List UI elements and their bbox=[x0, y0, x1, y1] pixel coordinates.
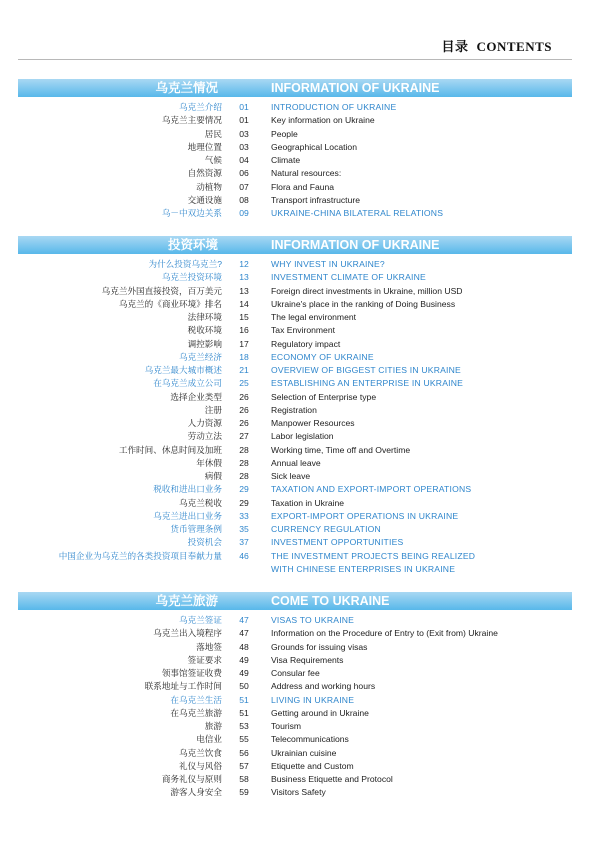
toc-entry-page: 53 bbox=[239, 721, 249, 731]
toc-entry[interactable] bbox=[18, 733, 572, 746]
header-title-cn: 目录 bbox=[441, 39, 469, 54]
toc-entry[interactable] bbox=[18, 404, 572, 417]
toc-entry-page: 14 bbox=[239, 298, 249, 309]
toc-entry-page: 47 bbox=[239, 628, 249, 639]
toc-entry-cn: 乌克兰经济 bbox=[179, 351, 222, 362]
toc-entry[interactable] bbox=[18, 786, 572, 799]
toc-entry-en: INVESTMENT CLIMATE OF UKRAINE bbox=[271, 272, 426, 283]
toc-entry-cn: 人力资源 bbox=[187, 418, 222, 428]
toc-entry[interactable] bbox=[18, 614, 572, 627]
toc-entry[interactable] bbox=[18, 311, 572, 324]
toc-entry-cn: 病假 bbox=[204, 471, 222, 481]
toc-entry-page: 13 bbox=[239, 285, 249, 296]
toc-entry-en: Taxation in Ukraine bbox=[271, 497, 345, 508]
toc-entry-page: 35 bbox=[239, 524, 249, 534]
toc-entry-cn: 旅游 bbox=[204, 721, 222, 731]
toc-entry-page: 15 bbox=[239, 312, 249, 322]
toc-entry[interactable] bbox=[18, 364, 572, 377]
toc-entry[interactable] bbox=[18, 258, 572, 271]
toc-entry[interactable] bbox=[18, 497, 572, 510]
toc-entry-cn: 游客人身安全 bbox=[170, 787, 222, 798]
toc-entry-cn: 交通设施 bbox=[187, 194, 222, 205]
toc-entry-page: 26 bbox=[239, 418, 249, 428]
toc-entry[interactable] bbox=[18, 338, 572, 351]
toc-entry-cn: 礼仪与风俗 bbox=[179, 760, 222, 771]
toc-entry-en: LIVING IN UKRAINE bbox=[271, 694, 355, 705]
toc-entry-cn: 乌克兰出入境程序 bbox=[153, 628, 222, 639]
toc-entry-page: 21 bbox=[239, 365, 249, 375]
toc-entry[interactable] bbox=[18, 167, 572, 180]
section-investment-environment bbox=[18, 236, 572, 576]
toc-entry-cn: 劳动立法 bbox=[187, 431, 222, 442]
toc-entry[interactable] bbox=[18, 654, 572, 667]
toc-entry-page: 28 bbox=[239, 457, 249, 468]
toc-entry-cn: 投资机会 bbox=[187, 537, 222, 548]
toc-entry[interactable] bbox=[18, 128, 572, 141]
toc-entry-page: 03 bbox=[239, 141, 249, 152]
toc-entry[interactable] bbox=[18, 641, 572, 654]
toc-entry[interactable] bbox=[18, 627, 572, 640]
toc-entry-en: Natural resources: bbox=[271, 168, 342, 179]
toc-entry[interactable] bbox=[18, 430, 572, 443]
toc-entry-en: Transport infrastructure bbox=[271, 194, 360, 205]
toc-entry-page: 16 bbox=[239, 325, 249, 336]
toc-entry-page: 17 bbox=[239, 338, 249, 349]
toc-entry-page: 01 bbox=[239, 102, 249, 112]
toc-entry-cn: 乌克兰饮食 bbox=[179, 747, 222, 758]
toc-entry-cn: 注册 bbox=[204, 404, 222, 415]
toc-entry[interactable] bbox=[18, 417, 572, 430]
toc-entry[interactable] bbox=[18, 510, 572, 523]
toc-entry-en: OVERVIEW OF BIGGEST CITIES IN UKRAINE bbox=[271, 365, 461, 375]
toc-entry[interactable] bbox=[18, 720, 572, 733]
toc-entry[interactable] bbox=[18, 271, 572, 284]
toc-list bbox=[18, 258, 572, 576]
toc-entry-en: ESTABLISHING AN ENTERPRISE IN UKRAINE bbox=[271, 378, 464, 389]
toc-entry-en: Information on the Procedure of Entry to (Exit from) Ukraine bbox=[271, 628, 498, 639]
toc-entry-cn: 商务礼仪与原则 bbox=[161, 774, 222, 784]
toc-entry-en: Key information on Ukraine bbox=[271, 115, 375, 126]
toc-entry[interactable] bbox=[18, 523, 572, 536]
toc-entry[interactable] bbox=[18, 483, 572, 496]
toc-entry-page: 58 bbox=[239, 774, 249, 784]
toc-entry-en: TAXATION AND EXPORT-IMPORT OPERATIONS bbox=[271, 484, 472, 495]
toc-entry[interactable] bbox=[18, 563, 572, 576]
toc-entry-cn: 法律环境 bbox=[187, 312, 222, 322]
toc-entry[interactable] bbox=[18, 154, 572, 167]
toc-entry-page: 26 bbox=[239, 391, 249, 402]
toc-entry[interactable] bbox=[18, 470, 572, 483]
toc-entry-page: 48 bbox=[239, 641, 249, 652]
toc-entry-cn: 自然资源 bbox=[187, 168, 222, 179]
toc-entry-en: Registration bbox=[271, 404, 317, 415]
toc-entry-page: 07 bbox=[239, 181, 249, 192]
toc-entry-cn: 电信业 bbox=[196, 734, 222, 745]
section-title-cn: 投资环境 bbox=[167, 238, 218, 252]
toc-entry[interactable] bbox=[18, 101, 572, 114]
section-tourism bbox=[18, 592, 572, 800]
toc-entry-en: Ukrainian cuisine bbox=[271, 747, 337, 758]
toc-entry-cn: 货币管理条例 bbox=[170, 524, 222, 534]
toc-entry-page: 57 bbox=[239, 760, 249, 771]
toc-entry-page: 55 bbox=[239, 734, 249, 745]
toc-entry-page: 04 bbox=[239, 155, 249, 165]
toc-entry-page: 33 bbox=[239, 510, 249, 521]
toc-entry-en: Visa Requirements bbox=[271, 654, 344, 665]
toc-entry-page: 13 bbox=[239, 272, 249, 283]
toc-entry[interactable] bbox=[18, 141, 572, 154]
section-title-en: INFORMATION OF UKRAINE bbox=[271, 81, 440, 95]
toc-entry-cn: 为什么投资乌克兰? bbox=[148, 259, 222, 269]
toc-entry-cn: 乌克兰签证 bbox=[179, 615, 222, 625]
toc-entry[interactable] bbox=[18, 667, 572, 680]
toc-entry-page: 49 bbox=[239, 654, 249, 665]
toc-entry-cn: 地理位置 bbox=[187, 141, 222, 152]
toc-entry-page: 25 bbox=[239, 378, 249, 389]
toc-entry-en: Tourism bbox=[271, 721, 302, 731]
toc-entry-cn: 选择企业类型 bbox=[170, 391, 222, 402]
toc-entry-en: VISAS TO UKRAINE bbox=[271, 615, 355, 625]
toc-entry-cn: 工作时间、休息时间及加班 bbox=[118, 444, 222, 455]
toc-entry[interactable] bbox=[18, 181, 572, 194]
toc-entry-page: 03 bbox=[239, 128, 249, 139]
toc-entry-en: Etiquette and Custom bbox=[271, 760, 354, 771]
toc-entry-page: 26 bbox=[239, 404, 249, 415]
section-ukraine-info bbox=[18, 79, 572, 220]
toc-entry-en: WITH CHINESE ENTERPRISES IN UKRAINE bbox=[271, 563, 456, 574]
toc-entry-cn: 乌克兰税收 bbox=[179, 497, 222, 508]
toc-entry-en: Consular fee bbox=[271, 668, 320, 678]
toc-entry-cn: 乌克兰外国直接投资，百万美元 bbox=[101, 285, 222, 296]
section-title-en: INFORMATION OF UKRAINE bbox=[271, 238, 440, 252]
section-banner bbox=[18, 236, 572, 254]
toc-entry-page: 28 bbox=[239, 471, 249, 481]
toc-entry-page: 50 bbox=[239, 681, 249, 692]
toc-entry-cn: 领事馆签证收费 bbox=[161, 668, 222, 678]
toc-entry[interactable] bbox=[18, 377, 572, 390]
toc-entry-page: 27 bbox=[239, 431, 249, 442]
toc-entry[interactable] bbox=[18, 457, 572, 470]
section-title-cn: 乌克兰旅游 bbox=[155, 594, 218, 608]
header-rule bbox=[18, 59, 572, 60]
toc-entry-en: INTRODUCTION OF UKRAINE bbox=[271, 102, 397, 112]
toc-entry-page: 29 bbox=[239, 497, 249, 508]
toc-entry-page: 29 bbox=[239, 484, 249, 495]
toc-entry-cn: 在乌克兰旅游 bbox=[170, 707, 222, 718]
toc-entry-page: 49 bbox=[239, 668, 249, 678]
toc-entry-en: ECONOMY OF UKRAINE bbox=[271, 351, 374, 362]
toc-entry-cn: 年休假 bbox=[196, 457, 222, 468]
toc-entry-en: Business Etiquette and Protocol bbox=[271, 774, 393, 784]
toc-entry-cn: 落地签 bbox=[196, 641, 222, 652]
toc-entry[interactable] bbox=[18, 760, 572, 773]
page-header bbox=[441, 36, 552, 55]
toc-entry-en: Visitors Safety bbox=[271, 787, 326, 798]
toc-entry-cn: 乌克兰介绍 bbox=[179, 102, 222, 112]
toc-entry-page: 09 bbox=[239, 208, 249, 218]
toc-entry[interactable] bbox=[18, 194, 572, 207]
toc-entry-page: 01 bbox=[239, 115, 249, 126]
toc-entry-en: Ukraine's place in the ranking of Doing Business bbox=[271, 298, 456, 309]
toc-entry[interactable] bbox=[18, 536, 572, 549]
toc-entry[interactable] bbox=[18, 207, 572, 220]
toc-entry-en: Manpower Resources bbox=[271, 418, 355, 428]
toc-entry-cn: 调控影响 bbox=[187, 338, 222, 349]
toc-entry-en: WHY INVEST IN UKRAINE? bbox=[271, 259, 385, 269]
toc-entry-en: Grounds for issuing visas bbox=[271, 641, 368, 652]
toc-list bbox=[18, 614, 572, 800]
toc-entry-en: Telecommunications bbox=[271, 734, 349, 745]
toc-entry-en: Selection of Enterprise type bbox=[271, 391, 377, 402]
toc-entry-en: EXPORT-IMPORT OPERATIONS IN UKRAINE bbox=[271, 510, 459, 521]
toc-entry-en: Foreign direct investments in Ukraine, million USD bbox=[271, 285, 463, 296]
toc-entry[interactable] bbox=[18, 114, 572, 127]
toc-entry-cn: 在乌克兰生活 bbox=[170, 694, 222, 705]
section-banner bbox=[18, 592, 572, 610]
section-banner bbox=[18, 79, 572, 97]
section-title-en: COME TO UKRAINE bbox=[271, 594, 390, 608]
toc-entry[interactable] bbox=[18, 707, 572, 720]
toc-entry-en: Flora and Fauna bbox=[271, 181, 335, 192]
toc-entry-page: 06 bbox=[239, 168, 249, 179]
toc-entry-page: 28 bbox=[239, 444, 249, 455]
toc-entry-en: Sick leave bbox=[271, 471, 311, 481]
toc-entry-en: Working time, Time off and Overtime bbox=[271, 444, 411, 455]
toc-entry-page: 37 bbox=[239, 537, 249, 548]
toc-entry-cn: 联系地址与工作时间 bbox=[144, 681, 222, 692]
toc-entry-page: 51 bbox=[239, 707, 249, 718]
toc-entry-cn: 乌克兰的《商业环境》排名 bbox=[118, 298, 222, 309]
toc-entry-en: INVESTMENT OPPORTUNITIES bbox=[271, 537, 404, 548]
section-title-cn: 乌克兰情况 bbox=[155, 81, 218, 95]
toc-entry-cn: 签证要求 bbox=[187, 654, 222, 665]
toc-entry-en: Annual leave bbox=[271, 457, 321, 468]
toc-entry-en: UKRAINE-CHINA BILATERAL RELATIONS bbox=[271, 208, 444, 218]
toc-entry-page: 46 bbox=[239, 550, 249, 561]
toc-entry-cn: 中国企业为乌克兰的各类投资项目奉献力量 bbox=[58, 550, 222, 561]
toc-entry-en: Labor legislation bbox=[271, 431, 334, 442]
toc-entry[interactable] bbox=[18, 694, 572, 707]
toc-entry-cn: 税收和进出口业务 bbox=[153, 484, 222, 495]
toc-entry-cn: 乌克兰主要情况 bbox=[161, 115, 222, 126]
toc-entry-page: 47 bbox=[239, 615, 249, 625]
toc-entry-page: 12 bbox=[239, 259, 249, 269]
toc-entry[interactable] bbox=[18, 298, 572, 311]
toc-entry-cn: 动植物 bbox=[196, 181, 222, 192]
toc-entry-en: Tax Environment bbox=[271, 325, 336, 336]
toc-entry[interactable] bbox=[18, 773, 572, 786]
toc-entry-cn: 乌克兰投资环境 bbox=[161, 272, 222, 283]
toc-entry-en: CURRENCY REGULATION bbox=[271, 524, 381, 534]
toc-entry-en: Address and working hours bbox=[271, 681, 376, 692]
toc-entry-page: 56 bbox=[239, 747, 249, 758]
toc-entry-en: Geographical Location bbox=[271, 141, 357, 152]
toc-entry-page: 18 bbox=[239, 351, 249, 362]
toc-entry-cn: 乌克兰进出口业务 bbox=[153, 510, 222, 521]
toc-entry-cn: 在乌克兰成立公司 bbox=[153, 378, 222, 389]
toc-entry-en: THE INVESTMENT PROJECTS BEING REALIZED bbox=[271, 550, 476, 561]
toc-entry-en: People bbox=[271, 128, 298, 139]
toc-entry[interactable] bbox=[18, 324, 572, 337]
toc-entry[interactable] bbox=[18, 351, 572, 364]
toc-entry-en: Regulatory impact bbox=[271, 338, 341, 349]
toc-entry-page: 59 bbox=[239, 787, 249, 798]
toc-entry[interactable] bbox=[18, 550, 572, 563]
toc-entry-cn: 乌克兰最大城市概述 bbox=[144, 365, 222, 375]
toc-entry-cn: 税收环境 bbox=[187, 325, 222, 336]
toc-entry[interactable] bbox=[18, 747, 572, 760]
toc-entry-page: 51 bbox=[239, 694, 249, 705]
toc-entry[interactable] bbox=[18, 391, 572, 404]
toc-entry[interactable] bbox=[18, 680, 572, 693]
header-title-en: CONTENTS bbox=[476, 39, 552, 54]
toc-entry-cn: 气候 bbox=[204, 155, 222, 165]
toc-list bbox=[18, 101, 572, 220]
toc-entry-cn: 乌－中双边关系 bbox=[161, 208, 222, 218]
toc-entry[interactable] bbox=[18, 285, 572, 298]
toc-entry-page: 08 bbox=[239, 194, 249, 205]
toc-entry-cn: 居民 bbox=[204, 128, 222, 139]
toc-entry-en: The legal environment bbox=[271, 312, 357, 322]
toc-entry-en: Getting around in Ukraine bbox=[271, 707, 369, 718]
toc-entry[interactable] bbox=[18, 444, 572, 457]
toc-entry-en: Climate bbox=[271, 155, 301, 165]
